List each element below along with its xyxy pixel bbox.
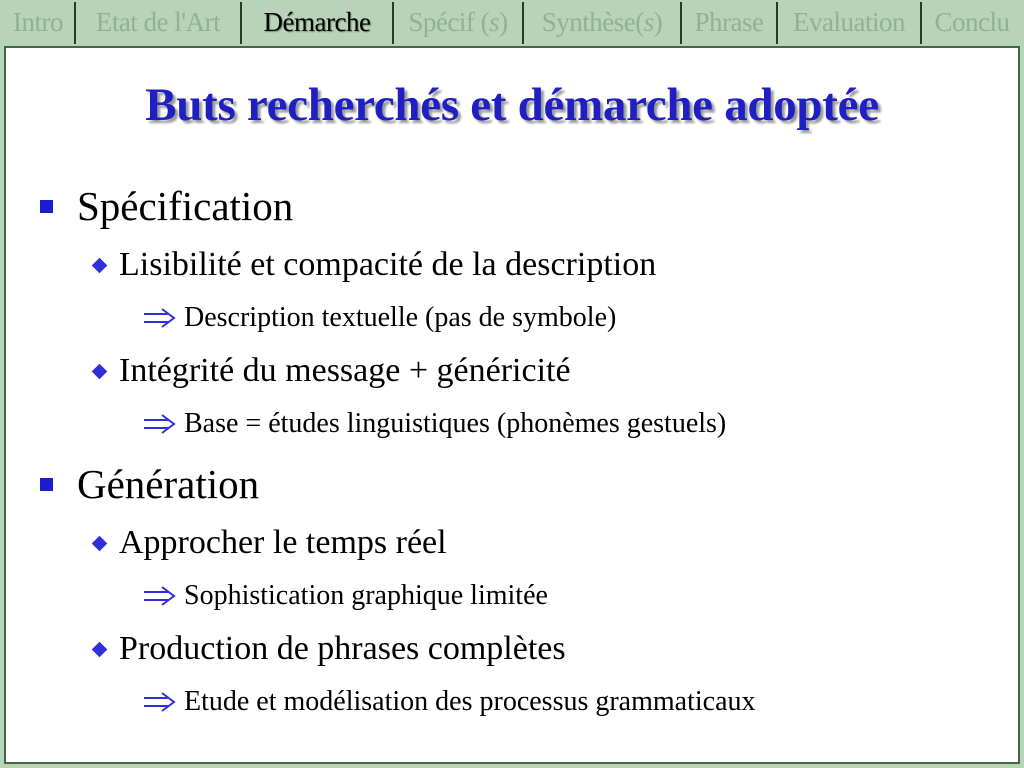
diamond-bullet-icon: [92, 257, 108, 273]
nav-tab-specif[interactable]: [394, 2, 524, 44]
bullet-item-level2: [90, 524, 447, 562]
nav-tab-label: Synthèse(: [541, 6, 644, 37]
bullet-text: Intégrité du message + généricité: [119, 352, 571, 389]
square-bullet-icon: [40, 200, 53, 213]
nav-tab-label-suffix: ): [653, 6, 663, 37]
nav-tab-phrase[interactable]: [682, 2, 778, 44]
nav-tab-label-italic: s: [489, 6, 500, 37]
bullet-text: Spécification: [77, 183, 294, 229]
nav-tab-label: Evaluation: [793, 6, 905, 37]
bullet-text: Lisibilité et compacité de la description: [119, 246, 657, 283]
nav-tab-label-suffix: ): [499, 6, 508, 37]
square-bullet-icon: [40, 478, 53, 491]
section-navigation-bar: [2, 2, 1022, 44]
bullet-item-level2: [90, 246, 656, 284]
implies-arrow-icon: [142, 585, 178, 607]
implies-arrow-icon: [142, 307, 178, 329]
nav-tab-conclu[interactable]: [922, 2, 1022, 44]
bullet-item-level2: [90, 630, 566, 668]
implies-arrow-icon: [142, 691, 178, 713]
nav-tab-demarche[interactable]: [242, 2, 394, 44]
bullet-item-level3: [142, 686, 756, 718]
nav-tab-label: Etat de l'Art: [95, 6, 221, 37]
bullet-item-level1: [38, 182, 293, 230]
nav-tab-intro[interactable]: [2, 2, 76, 44]
nav-tab-label: Conclu: [934, 6, 1010, 37]
bullet-item-level1: [38, 460, 259, 508]
bullet-text: Sophistication graphique limitée: [184, 580, 548, 611]
nav-tab-label: Démarche: [263, 6, 371, 37]
bullet-item-level3: [142, 408, 726, 440]
nav-tab-label-italic: s: [643, 6, 654, 37]
nav-tab-label: Spécif (: [408, 6, 490, 37]
bullet-item-level2: [90, 352, 571, 390]
bullet-text: Base = études linguistiques (phonèmes gestuels): [184, 408, 727, 439]
diamond-bullet-icon: [92, 363, 108, 379]
slide-title: Buts recherchés et démarche adoptée: [145, 79, 879, 131]
nav-tab-synthese[interactable]: [524, 2, 682, 44]
diamond-bullet-icon: [92, 535, 108, 551]
slide-panel: [4, 46, 1020, 764]
implies-arrow-icon: [142, 413, 178, 435]
nav-tab-label: Phrase: [694, 6, 764, 37]
nav-tab-evaluation[interactable]: [778, 2, 922, 44]
bullet-text: Description textuelle (pas de symbole): [184, 302, 617, 333]
bullet-text: Etude et modélisation des processus grammaticaux: [184, 686, 756, 717]
nav-tab-etat-de-l-art[interactable]: [76, 2, 242, 44]
bullet-text: Production de phrases complètes: [119, 630, 566, 667]
bullet-text: Génération: [77, 461, 260, 507]
bullet-item-level3: [142, 580, 548, 612]
diamond-bullet-icon: [92, 641, 108, 657]
nav-tab-label: Intro: [13, 6, 63, 37]
bullet-item-level3: [142, 302, 616, 334]
bullet-text: Approcher le temps réel: [119, 524, 447, 561]
